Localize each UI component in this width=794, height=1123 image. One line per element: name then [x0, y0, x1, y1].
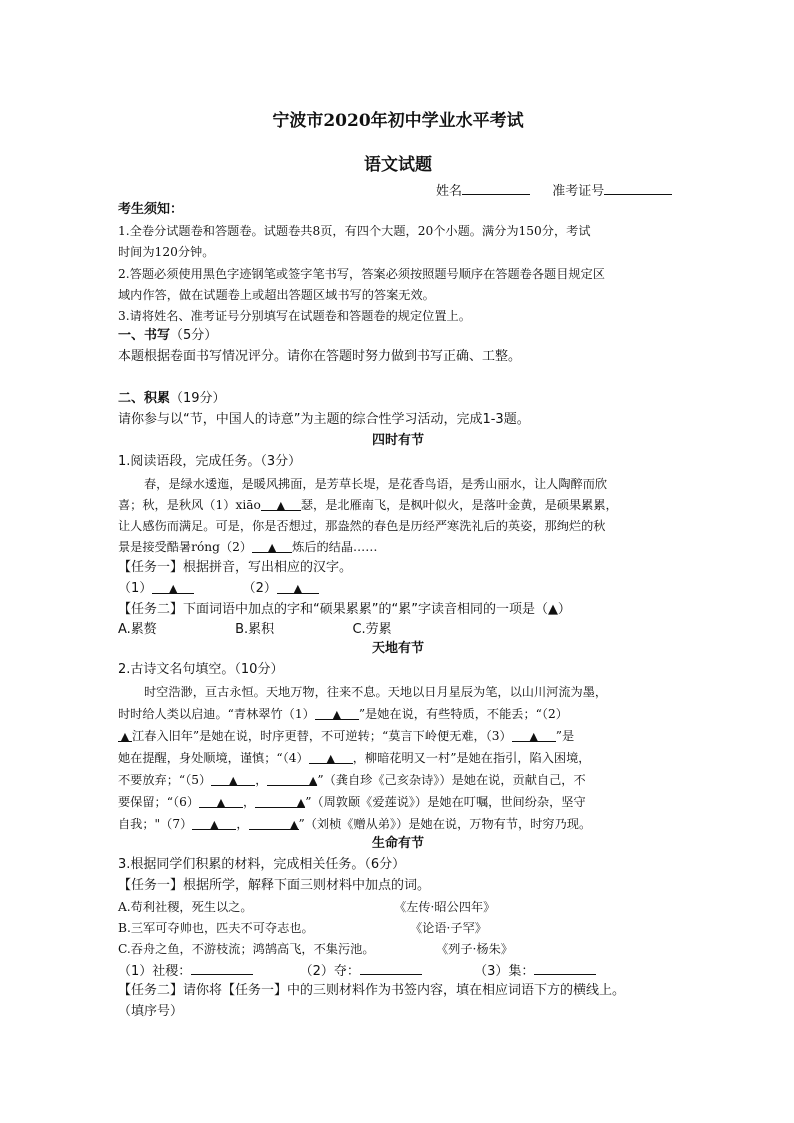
q1-task1: 【任务一】根据拼音，写出相应的汉字。 — [118, 560, 353, 575]
answer-blank[interactable]: ▲ — [152, 579, 194, 594]
q3-terms: （1）社稷： （2）夺： （3）集： — [118, 960, 596, 982]
answer-blank[interactable]: ▲ — [512, 727, 556, 742]
material-b: B.三军可夺帅也，匹夫不可夺志也。 《论语·子罕》 — [118, 921, 487, 935]
option-c[interactable]: C.劳累 — [352, 622, 392, 637]
answer-blank[interactable]: ▲ — [211, 771, 255, 786]
name-label: 姓名 — [436, 184, 463, 199]
q3-task2: 【任务二】请你将【任务一】中的三则材料作为书签内容，填在相应词语下方的横线上。 — [118, 983, 626, 998]
passage-line: 不要放弃；“（5） ▲ ， ▲”（龚自珍《己亥杂诗》）是她在说，贡献自己，不 — [118, 773, 586, 787]
answer-blank[interactable]: ▲ — [192, 815, 236, 830]
material-c: C.吞舟之鱼，不游枝流；鸿鹄高飞，不集污池。 《列子·杨朱》 — [118, 942, 513, 956]
answer-blank[interactable]: ▲ — [309, 749, 353, 764]
exam-subtitle: 语文试题 — [364, 155, 432, 175]
q3-task2-note: （填序号） — [118, 1004, 184, 1019]
section2-heading: 二、积累（19分） — [118, 391, 226, 406]
id-label: 准考证号 — [552, 184, 605, 199]
answer-blank[interactable] — [191, 960, 253, 975]
section1-text: 本题根据卷面书写情况评分。请你在答题时努力做到书写正确、工整。 — [118, 349, 522, 364]
question-3: 3.根据同学们积累的材料，完成相关任务。（6分） — [118, 857, 406, 872]
candidate-info — [436, 180, 672, 202]
passage-line: 自我；"（7） ▲ ， ▲”（刘桢《赠从弟》）是她在说，万物有节，时穷乃现。 — [118, 817, 592, 831]
notice-line: 域内作答，做在试题卷上或超出答题区域书写的答案无效。 — [118, 288, 435, 302]
passage-line: 她在提醒，身处顺境，谨慎；“（4） ▲ ，柳暗花明又一村”是她在指引，陷入困境， — [118, 751, 591, 765]
answer-blank[interactable]: ▲ — [252, 538, 292, 553]
option-b[interactable]: B.累积 — [235, 622, 275, 637]
answer-blank[interactable]: ▲ — [267, 771, 317, 786]
notice-heading: 考生须知： — [118, 202, 184, 217]
notice-line: 3.请将姓名、准考证号分别填写在试题卷和答题卷的规定位置上。 — [118, 309, 471, 323]
option-a[interactable]: A.累赘 — [118, 622, 157, 637]
material-a: A.苟利社稷，死生以之。 《左传·昭公四年》 — [118, 900, 496, 914]
passage-line: 要保留；“（6） ▲ ， ▲”（周敦颐《爱莲说》）是她在叮嘱，世间纷杂，坚守 — [118, 795, 586, 809]
answer-blank[interactable]: ▲ — [277, 579, 319, 594]
passage-line: 春，是绿水逶迤，是暖风拂面，是芳草长堤，是花香鸟语，是秀山丽水，让人陶醉而欣 — [144, 477, 608, 491]
q1-task1-blanks: （1） ▲ （2） ▲ — [118, 579, 319, 599]
answer-blank[interactable] — [534, 960, 596, 975]
name-field[interactable] — [462, 180, 530, 195]
notice-line: 1.全卷分试题卷和答题卷。试题卷共8页，有四个大题，20个小题。满分为150分，考试 — [118, 224, 591, 238]
section1-heading: 一、书写（5分） — [118, 328, 218, 343]
question-1: 1.阅读语段，完成任务。（3分） — [118, 454, 302, 469]
answer-blank[interactable]: ▲ — [315, 705, 359, 720]
part-title-seasons: 四时有节 — [371, 433, 424, 448]
passage-line: 时时给人类以启迪。“青林翠竹（1） ▲ ”是她在说，有些特质，不能丢；“（2） — [118, 707, 568, 721]
answer-blank[interactable]: ▲ — [249, 815, 299, 830]
passage-line: 让人感伤而满足。可是，你是否想过，那盎然的春色是历经严寒洗礼后的英姿，那绚烂的秋 — [118, 519, 606, 533]
passage-line: 喜；秋，是秋风（1）xiāo ▲ 瑟，是北雁南飞，是枫叶似火，是落叶金黄，是硕果累累， — [118, 498, 618, 512]
notice-line: 时间为120分钟。 — [118, 245, 215, 259]
passage-line: 景是接受酷暑róng（2） ▲ 炼后的结晶…… — [118, 540, 378, 554]
passage-line: ▲ 江春入旧年”是她在说，时序更替，不可逆转；“莫言下岭便无难，（3） ▲ ”是 — [118, 726, 574, 746]
passage-line: 时空浩渺，亘古永恒。天地万物，往来不息。天地以日月星辰为笔，以山川河流为墨， — [144, 685, 608, 699]
part-title-life: 生命有节 — [371, 836, 424, 851]
question-2: 2.古诗文名句填空。（10分） — [118, 662, 284, 677]
answer-blank[interactable]: ▲ — [118, 727, 132, 742]
q1-options — [118, 620, 392, 640]
answer-blank[interactable]: ▲ — [255, 793, 305, 808]
exam-title: 宁波市2020年初中学业水平考试 — [272, 111, 524, 131]
q1-task2: 【任务二】下面词语中加点的字和“硕果累累”的“累”字读音相同的一项是（▲） — [118, 602, 571, 617]
notice-line: 2.答题必须使用黑色字迹钢笔或签字笔书写，答案必须按照题号顺序在答题卷各题目规定区 — [118, 267, 605, 281]
id-field[interactable] — [604, 180, 672, 195]
q3-task1: 【任务一】根据所学，解释下面三则材料中加点的词。 — [118, 878, 431, 893]
answer-blank[interactable] — [360, 960, 422, 975]
answer-blank[interactable]: ▲ — [261, 496, 301, 511]
part-title-heaven-earth: 天地有节 — [371, 641, 424, 656]
answer-blank[interactable]: ▲ — [199, 793, 243, 808]
section2-intro: 请你参与以“节，中国人的诗意”为主题的综合性学习活动，完成1-3题。 — [118, 412, 530, 427]
